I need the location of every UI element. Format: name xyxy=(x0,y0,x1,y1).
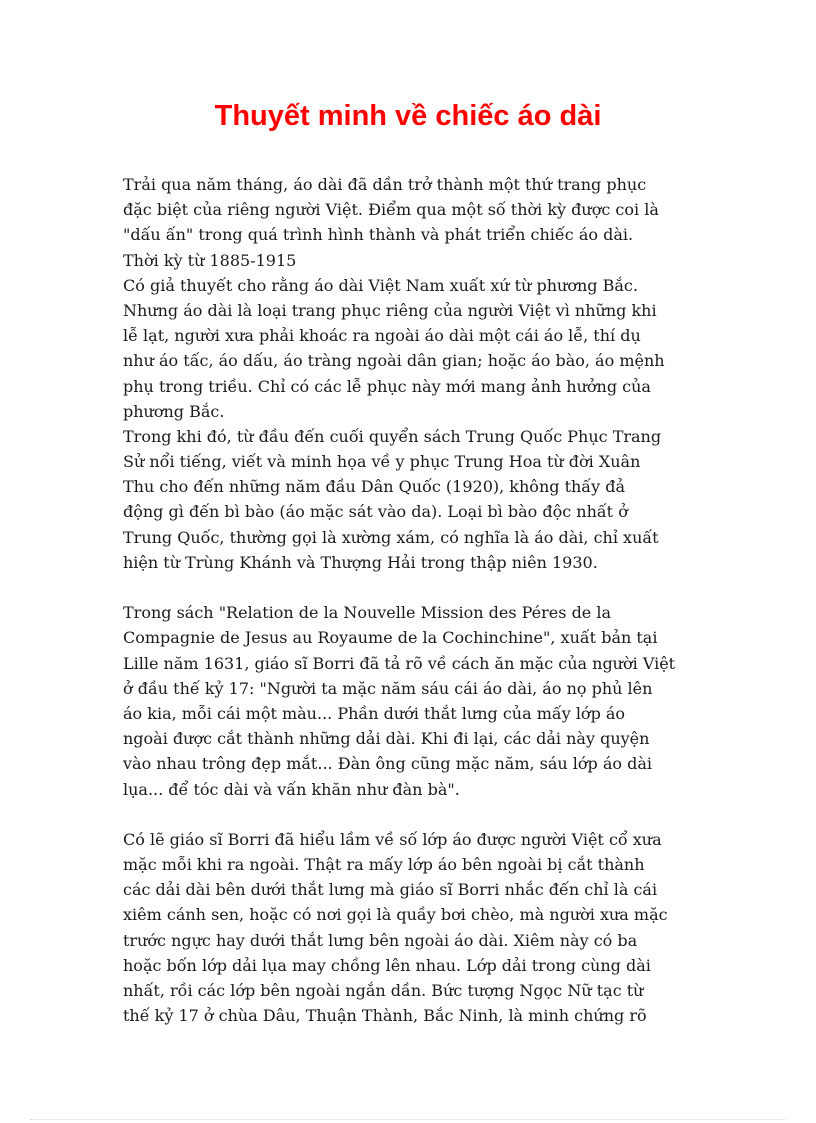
text-line: các dải dài bên dưới thắt lưng mà giáo sĩ Borri nhắc đến chỉ là cái xyxy=(123,880,658,900)
text-line: Có lẽ giáo sĩ Borri đã hiểu lầm về số lớp áo được người Việt cổ xưa xyxy=(123,829,662,849)
text-line: trước ngực hay dưới thắt lưng bên ngoài áo dài. Xiêm này có ba xyxy=(123,930,638,950)
text-line: lễ lạt, người xưa phải khoác ra ngoài áo dài một cái áo lễ, thí dụ xyxy=(123,326,641,346)
text-line: Thu cho đến những năm đầu Dân Quốc (1920), không thấy đả xyxy=(123,477,626,497)
text-line: Trong sách "Relation de la Nouvelle Mission des Péres de la xyxy=(123,603,612,623)
paragraph-spacer xyxy=(123,575,703,600)
text-line: động gì đến bì bào (áo mặc sát vào da). Loại bì bào độc nhất ở xyxy=(123,502,628,522)
text-line: ở đầu thế kỷ 17: "Người ta mặc năm sáu cái áo dài, áo nọ phủ lên xyxy=(123,678,653,698)
text-line: mặc mỗi khi ra ngoài. Thật ra mấy lớp áo bên ngoài bị cắt thành xyxy=(123,855,645,875)
text-line: Sử nổi tiếng, viết và minh họa về y phục Trung Hoa từ đời Xuân xyxy=(123,452,641,472)
text-line: hiện từ Trùng Khánh và Thượng Hải trong thập niên 1930. xyxy=(123,552,598,572)
text-line: "dấu ấn" trong quá trình hình thành và phát triển chiếc áo dài. xyxy=(123,225,634,245)
text-line: đặc biệt của riêng người Việt. Điểm qua một số thời kỳ được coi là xyxy=(123,200,659,220)
text-line: xiêm cánh sen, hoặc có nơi gọi là quầy bơi chèo, mà người xưa mặc xyxy=(123,905,668,925)
paragraph-spacer xyxy=(123,802,703,827)
text-line: Có giả thuyết cho rằng áo dài Việt Nam xuất xứ từ phương Bắc. xyxy=(123,275,638,295)
page-bottom-divider xyxy=(30,1119,786,1120)
text-line: phương Bắc. xyxy=(123,401,225,421)
text-line: thế kỷ 17 ở chùa Dâu, Thuận Thành, Bắc Ninh, là minh chứng rõ xyxy=(123,1006,647,1026)
text-line: vào nhau trông đẹp mắt... Đàn ông cũng mặc năm, sáu lớp áo dài xyxy=(123,754,653,774)
text-line: như áo tấc, áo dấu, áo tràng ngoài dân gian; hoặc áo bào, áo mệnh xyxy=(123,351,665,371)
text-line: Thời kỳ từ 1885-1915 xyxy=(123,250,297,270)
text-line: Trung Quốc, thường gọi là xường xám, có nghĩa là áo dài, chỉ xuất xyxy=(123,527,659,547)
text-line: Compagnie de Jesus au Royaume de la Cochinchine", xuất bản tại xyxy=(123,628,658,648)
text-line: Trải qua năm tháng, áo dài đã dần trở thành một thứ trang phục xyxy=(123,175,647,194)
text-line: phụ trong triều. Chỉ có các lễ phục này mới mang ảnh hưởng của xyxy=(123,376,651,396)
text-line: nhất, rồi các lớp bên ngoài ngắn dần. Bức tượng Ngọc Nữ tạc từ xyxy=(123,981,644,1000)
text-line: Nhưng áo dài là loại trang phục riêng của người Việt vì những khi xyxy=(123,300,657,320)
text-line: lụa... để tóc dài và vấn khăn như đàn bà". xyxy=(123,779,460,799)
text-line: hoặc bốn lớp dải lụa may chồng lên nhau. Lớp dải trong cùng dài xyxy=(123,955,651,975)
text-line: áo kia, mỗi cái một màu... Phần dưới thắt lưng của mấy lớp áo xyxy=(123,703,626,723)
page-title: Thuyết minh về chiếc áo dài xyxy=(214,100,602,132)
text-line: Lille năm 1631, giáo sĩ Borri đã tả rõ về cách ăn mặc của người Việt xyxy=(123,653,676,673)
document-body xyxy=(123,172,703,1028)
text-line: Trong khi đó, từ đầu đến cuối quyển sách Trung Quốc Phục Trang xyxy=(123,426,662,446)
text-line: ngoài được cắt thành những dải dài. Khi đi lại, các dải này quyện xyxy=(123,729,650,749)
